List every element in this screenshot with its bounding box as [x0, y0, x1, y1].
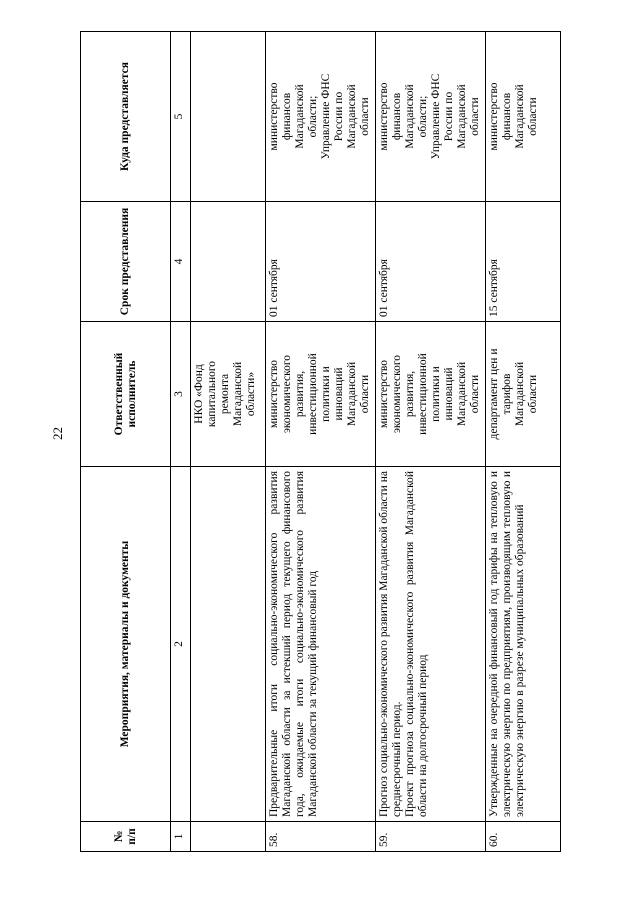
row-description — [191, 467, 266, 822]
header-executor: Ответственный исполнитель — [81, 322, 171, 467]
row-executor: министерство экономического развития, инвестиционной политики и инноваций Магаданской области — [266, 322, 376, 467]
row-executor: НКО «Фонд капитального ремонта Магаданской области» — [191, 322, 266, 467]
row-number: 60. — [486, 822, 561, 852]
column-number: 5 — [171, 32, 191, 202]
table-row — [486, 32, 561, 852]
table-row — [376, 32, 486, 852]
row-deadline: 01 сентября — [266, 202, 376, 322]
row-recipient — [191, 32, 266, 202]
row-description: Утвержденные на очередной финансовый год тарифы на тепловую и электрическую энергию по предприятиям, производящим тепловую и электрическую энергию в разрезе муниципальных образований — [486, 467, 561, 822]
column-number: 2 — [171, 467, 191, 822]
column-numbers-row — [171, 32, 191, 852]
row-recipient: министерство финансов Магаданской области; Управление ФНС России по Магаданской области — [376, 32, 486, 202]
row-recipient: министерство финансов Магаданской области; Управление ФНС России по Магаданской области — [266, 32, 376, 202]
row-number: 59. — [376, 822, 486, 852]
header-number: № п/п — [81, 822, 171, 852]
row-recipient: министерство финансов Магаданской области — [486, 32, 561, 202]
row-deadline: 01 сентября — [376, 202, 486, 322]
row-number: 58. — [266, 822, 376, 852]
table-row — [191, 32, 266, 852]
column-number: 4 — [171, 202, 191, 322]
row-executor: министерство экономического развития, инвестиционной политики и инноваций Магаданской области — [376, 322, 486, 467]
header-measures: Мероприятия, материалы и документы — [81, 467, 171, 822]
row-executor: департамент цен и тарифов Магаданской области — [486, 322, 561, 467]
row-description: Прогноз социально-экономического развития Магаданской области на среднесрочный период. Проект прогноза социально-экономического развития Магаданской области на долгосрочный период — [376, 467, 486, 822]
column-number: 3 — [171, 322, 191, 467]
column-number: 1 — [171, 822, 191, 852]
rotated-table-container — [80, 32, 560, 852]
row-deadline: 15 сентября — [486, 202, 561, 322]
table-row — [266, 32, 376, 852]
page-number: 22 — [50, 427, 65, 440]
row-description: Предварительные итоги социально-экономического развития Магаданской области за истекший период текущего финансового года, ожидаемые итоги социально-экономического развития Магаданской области за текущий финансовый год — [266, 467, 376, 822]
header-recipient: Куда представляется — [81, 32, 171, 202]
measures-table — [80, 31, 561, 852]
header-row — [81, 32, 171, 852]
row-number — [191, 822, 266, 852]
header-deadline: Срок представления — [81, 202, 171, 322]
row-deadline — [191, 202, 266, 322]
